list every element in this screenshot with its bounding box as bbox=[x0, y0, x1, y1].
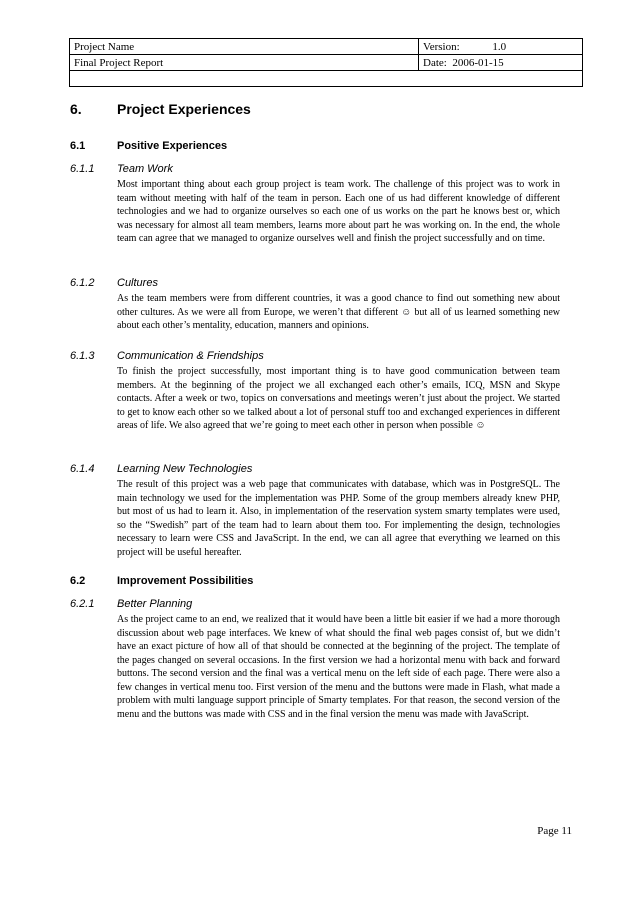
subsubsection-number: 6.1.3 bbox=[70, 350, 95, 362]
doc-title-cell: Final Project Report bbox=[70, 55, 419, 71]
paragraph-cultures: As the team members were from different countries, it was a good chance to find out something new about other cultures. As we were all from Europe, we weren’t that different ☺ but all of us learned something new about each other’s mentality, education, manners and opinions. bbox=[117, 293, 560, 331]
paragraph-communication: To finish the project successfully, most important thing is to have good communication between team members. At the beginning of the project we all exchanged each other’s emails, ICQ, MSN and Skype contacts. After a week or two, topics on conversations and meetings weren’t just about the project. We started to get to know each other so we talked about a lot of personal stuff too and exchanged experiences in different areas of life. We also agreed that we’re going to meet each other in person when possible ☺ bbox=[117, 366, 560, 431]
header-empty-cell bbox=[70, 71, 583, 87]
date-label: Date: bbox=[423, 56, 447, 69]
section-heading bbox=[70, 101, 251, 117]
date-cell bbox=[419, 55, 583, 71]
version-cell bbox=[419, 39, 583, 55]
version-value: 1.0 bbox=[492, 40, 507, 53]
paragraph-better-planning: As the project came to an end, we realized that it would have been a little bit easier if we had a more thorough discussion about web page interfaces. We knew of what should the final web pages consist of, but we didn’t have an exact picture of how all of that should be connected at the beginning of the project. The template of the pages changed on several occasions. In the first version we had a horizontal menu with back and forward buttons. The second version and the final was a vertical menu on the left side of each page. There were also a few changes in vertical menu too. First version of the menu and the buttons were made in Flash, what made a problem with multi language support principle of Smarty templates. For that reason, the second version of the menu and the buttons was made with CSS and in the final version the menu was made with JavaScript. bbox=[117, 614, 560, 720]
subsubsection-title: Team Work bbox=[117, 163, 173, 175]
subsubsection-heading-6-1-4 bbox=[70, 463, 252, 475]
subsubsection-title: Cultures bbox=[117, 277, 158, 289]
paragraph-learning-technologies: The result of this project was a web page that communicates with database, which was in PostgreSQL. The main technology we used for the implementation was PHP. Some of the group members already knew PHP, but most of us had to learn it. Also, in implementation of the reservation system smarty templates were used, so the “Swedish” part of the team had to learn about them too. For implementing the design, technologies necessary to learn were CSS and JavaScript. In the end, we can all agree that everything we learned on this project will be useful hereafter. bbox=[117, 479, 560, 558]
subsubsection-number: 6.1.4 bbox=[70, 463, 95, 475]
subsection-heading-6-1 bbox=[70, 140, 227, 152]
subsubsection-number: 6.1.1 bbox=[70, 163, 95, 175]
subsubsection-number: 6.2.1 bbox=[70, 598, 95, 610]
page-number: Page 11 bbox=[537, 825, 572, 837]
subsection-heading-6-2 bbox=[70, 575, 253, 587]
project-name-cell: Project Name bbox=[70, 39, 419, 55]
section-title: Project Experiences bbox=[117, 101, 251, 117]
subsubsection-heading-6-1-1 bbox=[70, 163, 173, 175]
subsubsection-title: Better Planning bbox=[117, 598, 193, 610]
document-header-table bbox=[69, 38, 583, 87]
header-row-3 bbox=[70, 71, 583, 87]
subsubsection-heading-6-2-1 bbox=[70, 598, 192, 610]
subsection-title: Improvement Possibilities bbox=[117, 575, 254, 587]
paragraph-team-work: Most important thing about each group project is team work. The challenge of this project was to work in team without meeting with half of the team in person. Each one of us had different knowledge of different technologies and we had to organize ourselves so each one of us works on the part he knows best or, which was necessary for almost all team members, learns more about part he was working on. In the end, the whole team can agree that we managed to organize ourselves well and finish the project successfully and on time. bbox=[117, 179, 560, 244]
subsection-number: 6.1 bbox=[70, 140, 86, 152]
section-number: 6. bbox=[70, 101, 82, 117]
subsubsection-heading-6-1-2 bbox=[70, 277, 158, 289]
subsubsection-number: 6.1.2 bbox=[70, 277, 95, 289]
version-label: Version: bbox=[423, 40, 460, 53]
subsubsection-heading-6-1-3 bbox=[70, 350, 264, 362]
subsubsection-title: Communication & Friendships bbox=[117, 350, 264, 362]
subsubsection-title: Learning New Technologies bbox=[117, 463, 253, 475]
subsection-title: Positive Experiences bbox=[117, 140, 228, 152]
date-value: 2006-01-15 bbox=[452, 56, 504, 69]
subsection-number: 6.2 bbox=[70, 575, 86, 587]
header-row-1 bbox=[70, 39, 583, 55]
header-row-2 bbox=[70, 55, 583, 71]
